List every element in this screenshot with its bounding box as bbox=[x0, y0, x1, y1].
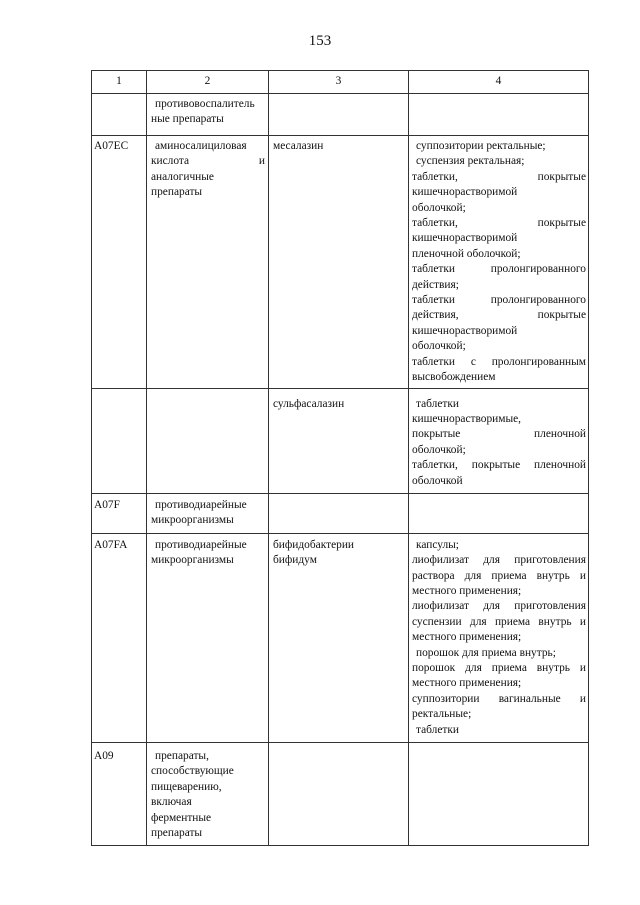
dosage-form-line: кишечнорастворимой bbox=[412, 186, 518, 199]
drug-classification-table bbox=[91, 70, 589, 846]
dosage-form-line: покрытые пленочной bbox=[412, 428, 586, 441]
atc-code-cell bbox=[92, 493, 147, 533]
dosage-form-line: суспензии для приема внутрь и bbox=[412, 615, 586, 628]
inn-cell bbox=[269, 493, 409, 533]
atc-code-cell bbox=[92, 533, 147, 742]
dosage-form-line: высвобождением bbox=[412, 371, 496, 384]
dosage-forms-cell bbox=[409, 136, 589, 389]
atc-code-cell bbox=[92, 94, 147, 136]
atc-code: A07EC bbox=[94, 140, 129, 152]
group-name-line: ные препараты bbox=[151, 113, 224, 126]
dosage-form-line: таблетки bbox=[416, 397, 460, 410]
atc-code: A07FA bbox=[94, 538, 128, 551]
inn-cell bbox=[269, 743, 409, 846]
dosage-form-line: таблетки, покрытые bbox=[412, 170, 586, 183]
dosage-form-line: порошок для приема внутрь и bbox=[412, 662, 586, 674]
dosage-form-line: таблетки пролонгированного bbox=[412, 294, 586, 307]
dosage-form-line: кишечнорастворимые, bbox=[412, 412, 522, 425]
dosage-form-line: лиофилизат для приготовления bbox=[412, 600, 586, 613]
inn-cell bbox=[269, 388, 409, 493]
group-name-cell bbox=[147, 136, 269, 389]
atc-code-cell bbox=[92, 388, 147, 493]
header-col-2: 2 bbox=[147, 71, 269, 94]
dosage-form-line: таблетки с пролонгированным bbox=[412, 355, 586, 368]
inn-line: сульфасалазин bbox=[273, 397, 345, 410]
inn-cell bbox=[269, 94, 409, 136]
header-col-1: 1 bbox=[92, 71, 147, 94]
dosage-form-line: суспензия ректальная; bbox=[416, 155, 525, 168]
dosage-form-line: местного применения; bbox=[412, 631, 522, 644]
dosage-forms-cell bbox=[409, 533, 589, 742]
dosage-form-line: кишечнорастворимой bbox=[412, 324, 518, 337]
dosage-form-line: оболочкой; bbox=[412, 340, 466, 353]
inn-cell bbox=[269, 136, 409, 389]
inn-line: месалазин bbox=[273, 140, 324, 152]
inn-line: бифидум bbox=[273, 554, 317, 567]
dosage-form-line: действия; bbox=[412, 278, 459, 291]
dosage-form-line: местного применения; bbox=[412, 677, 522, 690]
dosage-form-line: действия, покрытые bbox=[412, 309, 586, 322]
page-number: 153 bbox=[308, 33, 332, 49]
group-name-line: препараты bbox=[151, 827, 203, 840]
group-name-line: пищеварению, bbox=[151, 780, 222, 793]
dosage-form-line: порошок для приема внутрь; bbox=[416, 646, 556, 659]
dosage-form-line: таблетки bbox=[416, 723, 460, 736]
group-name-line: включая bbox=[151, 796, 192, 809]
group-name-cell bbox=[147, 94, 269, 136]
dosage-form-line: суппозитории ректальные; bbox=[416, 140, 546, 152]
group-name-line: ферментные bbox=[151, 811, 212, 824]
group-name-cell bbox=[147, 743, 269, 846]
group-name-line: способствующие bbox=[151, 765, 234, 778]
dosage-forms-cell bbox=[409, 743, 589, 846]
dosage-form-line: кишечнорастворимой bbox=[412, 232, 518, 245]
inn-line: бифидобактерии bbox=[273, 538, 355, 551]
atc-code-cell bbox=[92, 743, 147, 846]
group-name-line: противодиарейные bbox=[155, 498, 247, 511]
dosage-form-line: суппозитории вагинальные и bbox=[412, 692, 586, 705]
table-header-row bbox=[92, 71, 589, 94]
dosage-form-line: оболочкой; bbox=[412, 443, 466, 456]
dosage-forms-cell bbox=[409, 94, 589, 136]
atc-code: A07F bbox=[94, 498, 120, 511]
group-name-line: микроорганизмы bbox=[151, 514, 234, 527]
table-row bbox=[92, 493, 589, 533]
dosage-form-line: пленочной оболочкой; bbox=[412, 247, 521, 260]
table-row bbox=[92, 136, 589, 389]
group-name-line: кислота и bbox=[151, 155, 265, 168]
table-row bbox=[92, 533, 589, 742]
group-name-cell bbox=[147, 533, 269, 742]
atc-code: A09 bbox=[94, 750, 114, 763]
group-name-line: аминосалициловая bbox=[155, 140, 247, 152]
dosage-form-line: таблетки, покрытые пленочной bbox=[412, 459, 586, 472]
group-name-line: микроорганизмы bbox=[151, 554, 234, 567]
inn-cell bbox=[269, 533, 409, 742]
group-name-line: аналогичные bbox=[151, 170, 214, 183]
dosage-form-line: ректальные; bbox=[412, 708, 472, 721]
table-row bbox=[92, 743, 589, 846]
group-name-line: препараты bbox=[151, 186, 203, 199]
group-name-line: противовоспалитель bbox=[155, 98, 255, 110]
atc-code-cell bbox=[92, 136, 147, 389]
group-name-line: противодиарейные bbox=[155, 538, 247, 551]
table-row bbox=[92, 94, 589, 136]
dosage-form-line: капсулы; bbox=[416, 538, 459, 551]
dosage-form-line: раствора для приема внутрь и bbox=[412, 569, 586, 582]
dosage-forms-cell bbox=[409, 493, 589, 533]
dosage-forms-cell bbox=[409, 388, 589, 493]
table-row bbox=[92, 388, 589, 493]
dosage-form-line: местного применения; bbox=[412, 584, 522, 597]
table-body bbox=[92, 94, 589, 846]
dosage-form-line: оболочкой bbox=[412, 474, 463, 487]
dosage-form-line: таблетки пролонгированного bbox=[412, 263, 586, 276]
group-name-cell bbox=[147, 493, 269, 533]
group-name-cell bbox=[147, 388, 269, 493]
dosage-form-line: лиофилизат для приготовления bbox=[412, 554, 586, 567]
dosage-form-line: таблетки, покрытые bbox=[412, 217, 586, 230]
header-col-4: 4 bbox=[409, 71, 589, 94]
header-col-3: 3 bbox=[269, 71, 409, 94]
group-name-line: препараты, bbox=[155, 750, 209, 763]
dosage-form-line: оболочкой; bbox=[412, 201, 466, 214]
